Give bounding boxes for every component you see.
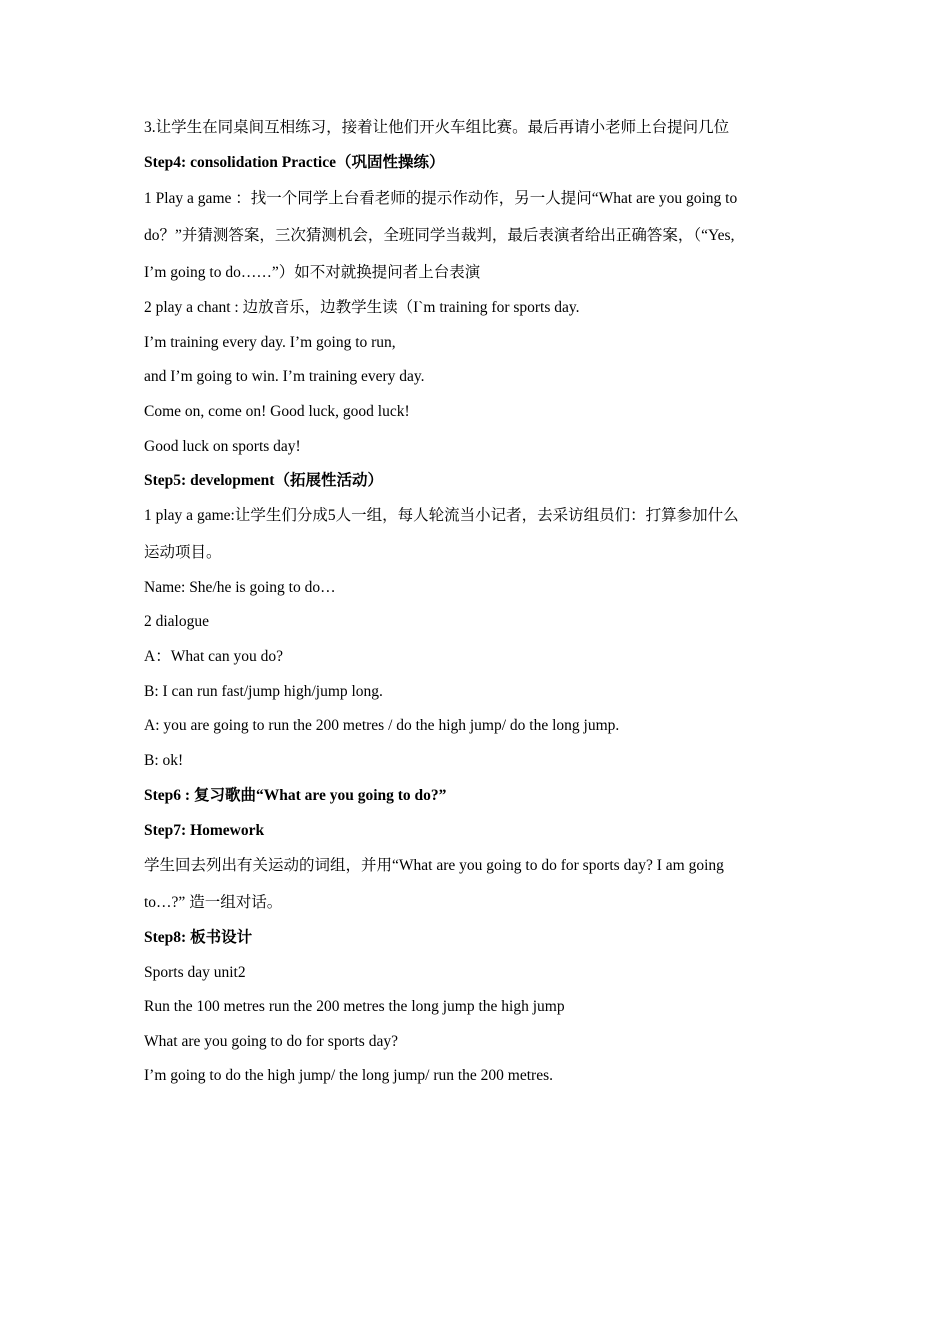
- text-line: 2 dialogue: [144, 613, 209, 630]
- text-line: 运动项目。: [144, 544, 222, 561]
- text-line: B: ok!: [144, 752, 184, 769]
- text-line: Sports day unit2: [144, 964, 246, 981]
- section-heading: Step5: development（拓展性活动）: [144, 472, 383, 489]
- text-line: I’m going to do……”）如不对就换提问者上台表演: [144, 264, 481, 281]
- text-line: Run the 100 metres run the 200 metres the long jump the high jump: [144, 998, 565, 1015]
- text-line: A：What can you do?: [144, 648, 284, 665]
- text-line: and I’m going to win. I’m training every day.: [144, 368, 425, 385]
- text-line: do？”并猜测答案，三次猜测机会，全班同学当裁判，最后表演者给出正确答案，（“Yes,: [144, 227, 735, 244]
- text-line: 1 Play a game ：找一个同学上台看老师的提示作动作，另一人提问“What are you going to: [144, 190, 738, 207]
- text-line: 学生回去列出有关运动的词组，并用“What are you going to do for sports day? I am going: [144, 857, 724, 874]
- text-line: A: you are going to run the 200 metres / do the high jump/ do the long jump.: [144, 717, 620, 734]
- section-heading: Step8: 板书设计: [144, 929, 253, 946]
- text-line: 2 play a chant : 边放音乐，边教学生读（I`m training for sports day.: [144, 299, 580, 316]
- text-line: 1 play a game:让学生们分成5人一组，每人轮流当小记者，去采访组员们：打算参加什么: [144, 507, 739, 524]
- text-line: I’m going to do the high jump/ the long jump/ run the 200 metres.: [144, 1067, 553, 1084]
- text-line: B: I can run fast/jump high/jump long.: [144, 683, 383, 700]
- text-line: Name: She/he is going to do…: [144, 579, 336, 596]
- text-line: Good luck on sports day!: [144, 438, 301, 455]
- text-line: What are you going to do for sports day?: [144, 1033, 398, 1050]
- text-line: to…?” 造一组对话。: [144, 894, 283, 911]
- section-heading: Step4: consolidation Practice（巩固性操练）: [144, 154, 445, 171]
- section-heading: Step7: Homework: [144, 822, 265, 839]
- text-line: I’m training every day. I’m going to run,: [144, 334, 396, 351]
- text-line: 3.让学生在同桌间互相练习，接着让他们开火车组比赛。最后再请小老师上台提问几位: [144, 119, 730, 136]
- text-line: Come on, come on! Good luck, good luck!: [144, 403, 410, 420]
- section-heading: Step6 : 复习歌曲“What are you going to do?”: [144, 787, 447, 804]
